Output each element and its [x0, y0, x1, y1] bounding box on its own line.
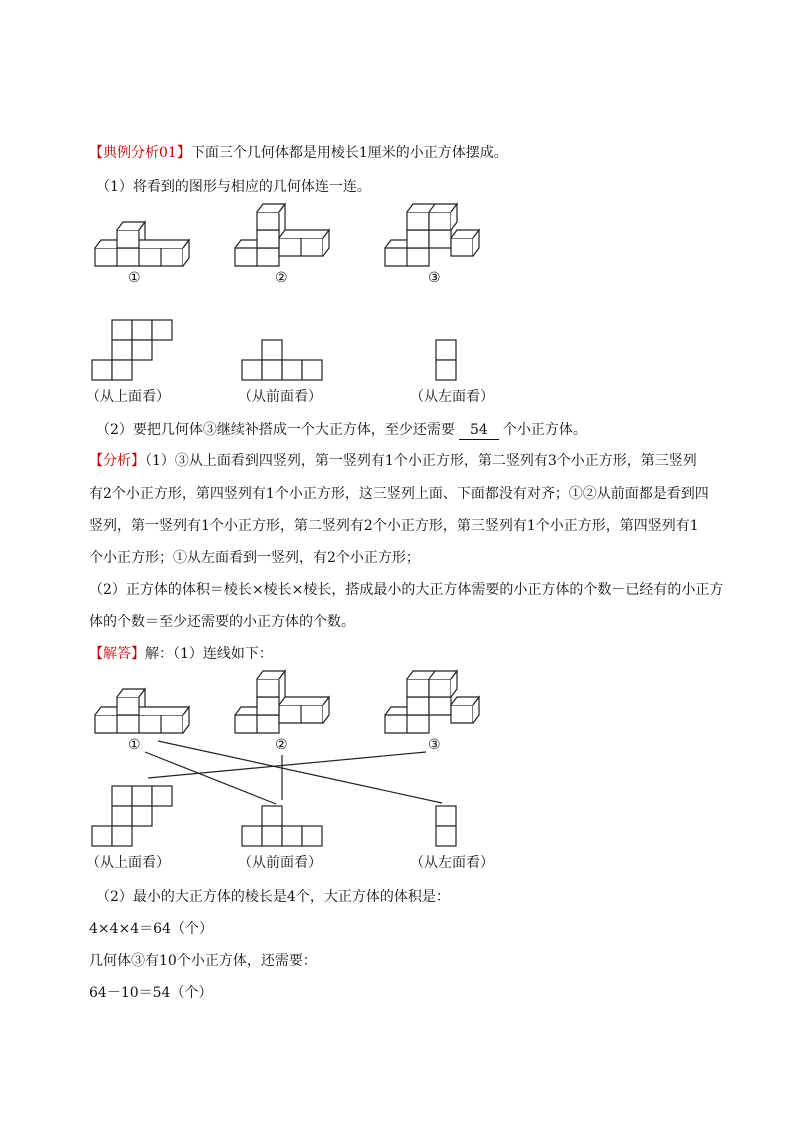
- solution-intro: 解：（1）连线如下：: [145, 646, 273, 662]
- analysis-tag: 【分析】: [89, 453, 145, 469]
- solution-tag: 【解答】: [89, 646, 145, 662]
- solid-2-figure: [235, 204, 329, 266]
- solution-solid-1-figure: [95, 689, 189, 733]
- solution-solid-2-label: ②: [275, 737, 288, 753]
- analysis-line-1: [89, 452, 697, 470]
- solid-3-figure: [385, 204, 479, 266]
- connector-line-3-top: [148, 752, 426, 778]
- solution-solid-3-label: ③: [428, 737, 441, 753]
- solution-view-top-label: （从上面看）: [86, 855, 170, 871]
- solution-solid-1-label: ①: [128, 737, 141, 753]
- view-left-figure: [436, 340, 456, 380]
- solution-solid-3-figure: [385, 671, 479, 733]
- solution-view-front-figure: [242, 806, 322, 846]
- analysis-text-1: （1）③从上面看到四竖列，第一竖列有1个小正方形，第二竖列有3个小正方形，第三竖列: [145, 453, 697, 469]
- solution-view-left-figure: [436, 806, 456, 846]
- view-left-label: （从左面看）: [410, 389, 494, 405]
- question-2-answer: 54: [459, 421, 499, 440]
- solution-line-4: 64－10＝54（个）: [89, 985, 213, 1001]
- solution-heading: [89, 645, 273, 663]
- question-2: [96, 421, 587, 440]
- solution-view-left-label: （从左面看）: [410, 855, 494, 871]
- solution-line-3: 几何体③有10个小正方体，还需要：: [89, 953, 317, 969]
- solution-view-front-label: （从前面看）: [238, 855, 322, 871]
- solid-1-label: ①: [128, 270, 141, 286]
- analysis-line-2: 有2个小正方形，第四竖列有1个小正方形，这三竖列上面、下面都没有对齐；①②从前面都是看到四: [89, 486, 709, 502]
- view-front-figure: [242, 340, 322, 380]
- solid-2-label: ②: [275, 270, 288, 286]
- solid-3-label: ③: [428, 270, 441, 286]
- analysis-line-4: 个小正方形；①从左面看到一竖列，有2个小正方形；: [89, 550, 420, 566]
- connector-line-1-left: [158, 741, 442, 803]
- analysis-line-3: 竖列，第一竖列有1个小正方形，第二竖列有2个小正方形，第三竖列有1个小正方形，第四竖列有1: [89, 518, 699, 534]
- analysis-line-5: （2）正方体的体积＝棱长×棱长×棱长，搭成最小的大正方体需要的小正方体的个数－已经有的小正方: [89, 582, 724, 598]
- view-front-label: （从前面看）: [238, 389, 322, 405]
- question-2-tail: 个小正方体。: [502, 422, 587, 438]
- question-2-text: （2）要把几何体③继续补搭成一个大正方体，至少还需要: [96, 422, 455, 438]
- solid-1-figure: [95, 222, 189, 266]
- solution-solid-2-figure: [235, 671, 329, 733]
- solution-line-1: （2）最小的大正方体的棱长是4个，大正方体的体积是：: [96, 889, 450, 905]
- analysis-line-6: 体的个数＝至少还需要的小正方体的个数。: [89, 614, 355, 630]
- example-tag: 【典例分析01】: [89, 145, 191, 161]
- question-1: （1）将看到的图形与相应的几何体连一连。: [96, 179, 371, 195]
- solution-line-2: 4×4×4＝64（个）: [89, 921, 213, 937]
- view-top-label: （从上面看）: [86, 389, 170, 405]
- example-intro: 下面三个几何体都是用棱长1厘米的小正方体摆成。: [190, 145, 508, 161]
- view-top-figure: [92, 320, 172, 380]
- solution-view-top-figure: [92, 786, 172, 846]
